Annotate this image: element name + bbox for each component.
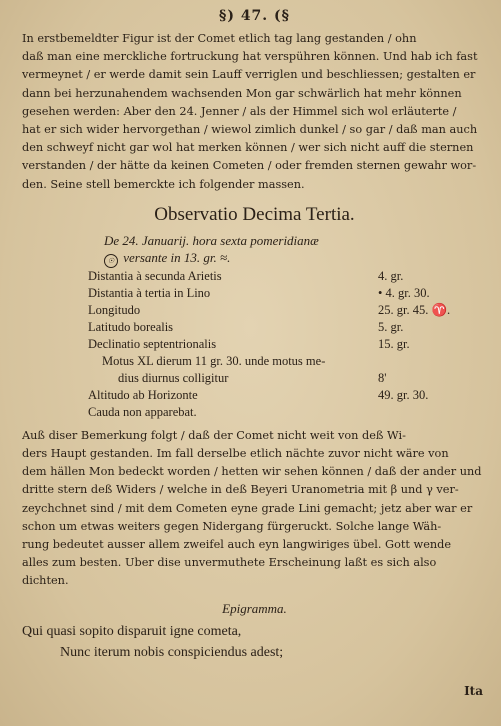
text-line: gesehen werden: Aber den 24. Jenner / als der Himmel sich wol erläuterte /	[22, 104, 457, 118]
catchword: Ita	[464, 684, 483, 698]
table-row	[88, 336, 488, 353]
text-line: dritte stern deß Widers / welche in deß Beyeri Uranometria mit β und γ ver-	[22, 483, 459, 497]
epigram-title: Epigramma.	[222, 600, 287, 616]
sun-position	[104, 249, 487, 268]
row-label: Longitudo	[88, 302, 141, 317]
row-value: 5. gr.	[378, 319, 404, 334]
row-value: 4. gr.	[378, 268, 404, 283]
page-number: §) 47. (§	[219, 8, 290, 24]
verse-line: Nunc iterum nobis conspiciendus adest;	[60, 644, 284, 660]
row-value: • 4. gr. 30.	[378, 285, 430, 300]
text-line: schon um etwas weiters gegen Nidergang fürgeruckt. Solche lange Wäh-	[22, 519, 442, 533]
row-label: Latitudo borealis	[88, 319, 174, 334]
text-line: vermeynet / er werde damit sein Lauff verriglen und beschliessen; gestalten er	[22, 68, 476, 82]
sun-symbol-icon: ☉	[104, 254, 118, 268]
conclusion-paragraph	[22, 427, 487, 591]
table-row	[88, 387, 488, 404]
text-line: dichten.	[22, 574, 69, 588]
row-value	[378, 353, 488, 370]
row-value: 8'	[378, 370, 387, 385]
table-row	[88, 268, 488, 285]
table-row	[88, 404, 488, 421]
text-line: den schweyf nicht gar wol hat merken können / wer sich nicht auff die sternen	[22, 141, 474, 155]
row-label: Declinatio septentrionalis	[88, 336, 217, 351]
text-line: dem hällen Mon bedeckt worden / hetten wir sehen können / daß der ander und	[22, 465, 482, 479]
text-line: rung bedeutet ausser allem zweifel auch eyn langwiriges übel. Gott wende	[22, 538, 452, 552]
epigram-verse	[22, 621, 487, 663]
table-row	[88, 302, 488, 319]
row-value: 49. gr. 30.	[378, 387, 429, 402]
row-label: Distantia à secunda Arietis	[88, 268, 222, 283]
text-line: Auß diser Bemerkung folgt / daß der Comet nicht weit von deß Wi-	[22, 428, 406, 442]
text-line: ders Haupt gestanden. Im fall derselbe etlich nächte zuvor nicht wäre von	[22, 447, 449, 461]
row-value: 15. gr.	[378, 336, 410, 351]
text-line: dann bei herzunahendem wachsenden Mon gar schwärlich hat mehr können	[22, 86, 462, 100]
text-line: In erstbemeldter Figur ist der Comet etlich tag lang gestanden / ohn	[22, 32, 417, 45]
table-row	[88, 285, 488, 302]
row-label: Altitudo ab Horizonte	[88, 387, 198, 402]
verse-line: Qui quasi sopito disparuit igne cometa,	[22, 623, 242, 639]
row-label: Motus XL dierum 11 gr. 30. unde motus me-	[102, 353, 326, 368]
row-label: dius diurnus colligitur	[118, 370, 229, 385]
text-line: daß man eine merckliche fortruckung hat verspühren können. Und hab ich fast	[22, 50, 478, 64]
observation-table	[88, 268, 488, 421]
table-row	[88, 319, 488, 336]
row-label: Cauda non apparebat.	[88, 404, 197, 419]
table-row	[88, 370, 488, 387]
row-value	[378, 404, 488, 421]
text-line: den. Seine stell bemerckte ich folgender massen.	[22, 177, 305, 191]
observation-date: De 24. Januarij. hora sexta pomeridianæ	[104, 232, 319, 248]
text-line: zeychchnet sind / mit dem Cometen eyne grade Lini gemacht; jetz aber war er	[22, 501, 473, 515]
text-line: verstanden / der hätte da keinen Cometen / oder fremden sternen gewahr wor-	[22, 159, 477, 173]
intro-paragraph	[22, 30, 487, 194]
row-label: Distantia à tertia in Lino	[88, 285, 211, 300]
text-line: hat er sich wider hervorgethan / wiewol zimlich dunkel / so gar / daß man auch	[22, 123, 478, 137]
row-value: 25. gr. 45. ♈.	[378, 302, 451, 317]
text-line: alles zum besten. Uber dise unvermuthete Erscheinung laßt es sich also	[22, 556, 437, 570]
table-row	[88, 353, 488, 370]
observation-title: Observatio Decima Tertia.	[154, 203, 355, 225]
sun-position-text: versante in 13. gr. ≈.	[123, 249, 231, 265]
